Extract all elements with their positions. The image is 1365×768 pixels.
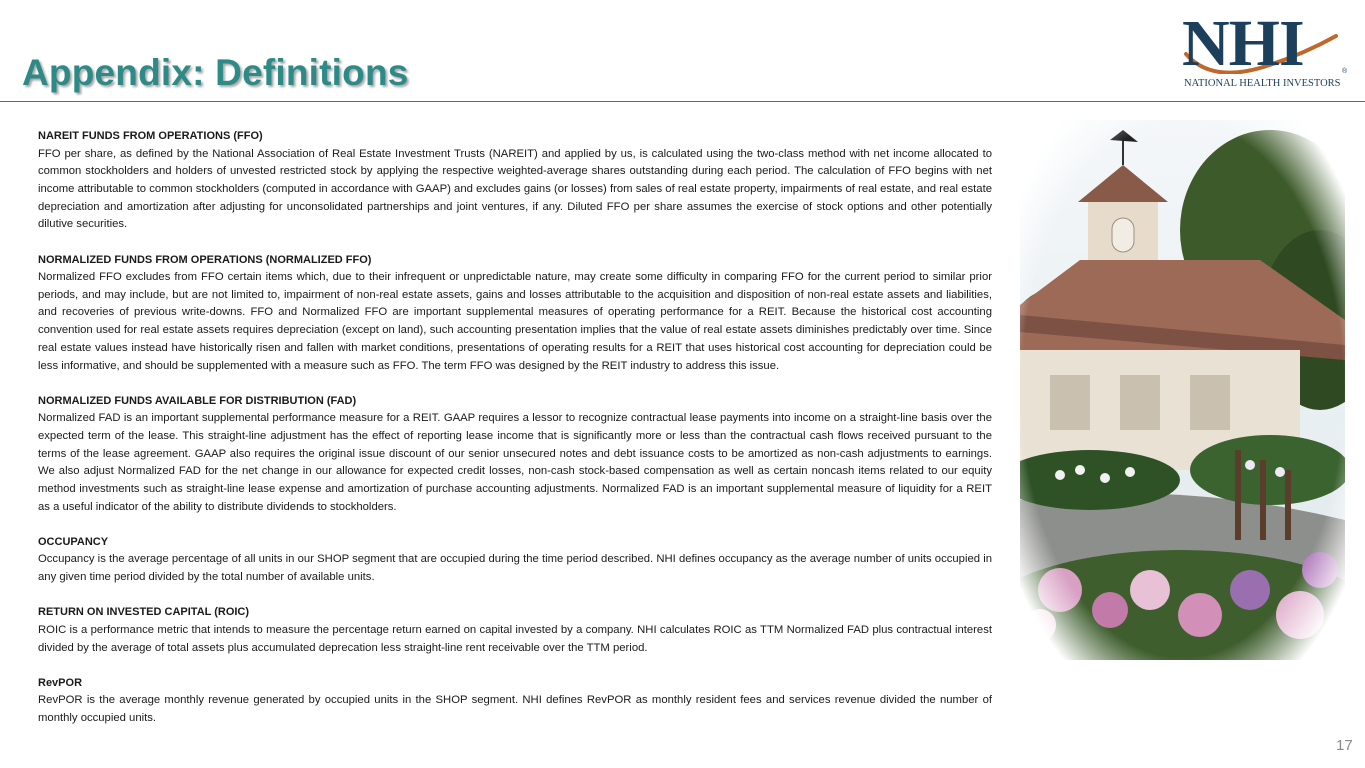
nhi-logo — [1180, 7, 1352, 94]
definition-heading: RETURN ON INVESTED CAPITAL (ROIC) — [38, 606, 250, 619]
definition-heading: NORMALIZED FUNDS AVAILABLE FOR DISTRIBUTION (FAD) — [38, 394, 357, 407]
definition-ffo — [38, 128, 992, 234]
definition-heading: OCCUPANCY — [38, 535, 109, 548]
page-number: 17 — [1336, 737, 1353, 754]
definition-body: ROIC is a performance metric that intends to measure the percentage return earned on capital invested by a company. NHI calculates ROIC as TTM Normalized FAD plus contractual interest divided by the average of total assets plus accumulated deprecation less straight-line rent receivable over the TTM period. — [38, 623, 992, 654]
definition-occupancy — [38, 534, 992, 587]
definition-body: Normalized FAD is an important supplemental performance measure for a REIT. GAAP requires a lessor to recognize contractual lease payments into income on a straight-line basis over the expected term of the lease. This straight-line adjustment has the effect of reporting lease income that is significantly more or less than the contractual cash flows received pursuant to the terms of the lease agreement. GAAP also requires the original issue discount of our senior unsecured notes and debt issuance costs to be amortized as non-cash adjustments to earnings. We also adjust Normalized FAD for the net change in our allowance for expected credit losses, non-cash stock-based compensation as well as certain noncash items related to our equity method investments such as straight-line lease expense and amortization of purchase accounting adjustments. Normalized FAD is an important supplemental measure of liquidity for a REIT as a useful indicator of the ability to distribute dividends to stockholders. — [38, 412, 992, 513]
definition-roic — [38, 604, 992, 657]
definition-body: RevPOR is the average monthly revenue generated by occupied units in the SHOP segment. NHI defines RevPOR as monthly resident fees and services revenue divided the number of monthly occupied units. — [38, 694, 992, 724]
logo-subtitle: NATIONAL HEALTH INVESTORS — [1184, 78, 1341, 89]
definition-body: Occupancy is the average percentage of all units in our SHOP segment that are occupied during the time period described. NHI defines occupancy as the average number of units occupied in any given time period divided by the total number of available units. — [38, 553, 992, 584]
definition-heading: NAREIT FUNDS FROM OPERATIONS (FFO) — [38, 130, 263, 142]
definition-normalized-ffo — [38, 252, 992, 376]
definition-revpor — [38, 675, 992, 728]
definition-heading: RevPOR — [38, 676, 83, 689]
definitions-list — [38, 128, 992, 745]
definition-body: FFO per share, as defined by the National Association of Real Estate Investment Trusts (NAREIT) and applied by us, is calculated using the two-class method with net income allocated to common stockholders and holders of unvested restricted stock by applying the respective weighted-average shares outstanding during each period. The calculation of FFO begins with net income attributable to common stockholders (computed in accordance with GAAP) and excludes gains (or losses) from sales of real estate property, impairments of real estate, and real estate depreciation and amortization after adjusting for unconsolidated partnerships and joint ventures, if any. Diluted FFO per share assumes the exercise of stock options and other potentially dilutive securities. — [38, 147, 992, 231]
page-title: Appendix: Definitions — [22, 52, 409, 93]
logo-registered-mark: ® — [1342, 68, 1348, 75]
definition-normalized-fad — [38, 393, 992, 517]
property-photo — [1020, 120, 1345, 660]
title-divider — [0, 101, 1365, 102]
logo-letters: NHI — [1182, 7, 1304, 80]
definition-heading: NORMALIZED FUNDS FROM OPERATIONS (NORMALIZED FFO) — [38, 253, 372, 266]
definition-body: Normalized FFO excludes from FFO certain items which, due to their infrequent or unpredictable nature, may create some difficulty in comparing FFO for the current period to similar prior periods, and may include, but are not limited to, impairment of non-real estate assets, gains and losses attributable to the acquisition and disposition of non-real estate assets and liabilities, and recoveries of previous write-downs. FFO and Normalized FFO are important supplemental measures of operating performance for a REIT. Because the historical cost accounting convention used for real estate assets requires depreciation (except on land), such accounting presentation implies that the value of real estate assets diminishes predictably over time. Since real estate values instead have historically risen and fallen with market conditions, presentations of operating results for a REIT that uses historical cost accounting for depreciation could be less informative, and should be supplemented with a measure such as FFO. The term FFO was designed by the REIT industry to address this issue. — [38, 271, 992, 372]
